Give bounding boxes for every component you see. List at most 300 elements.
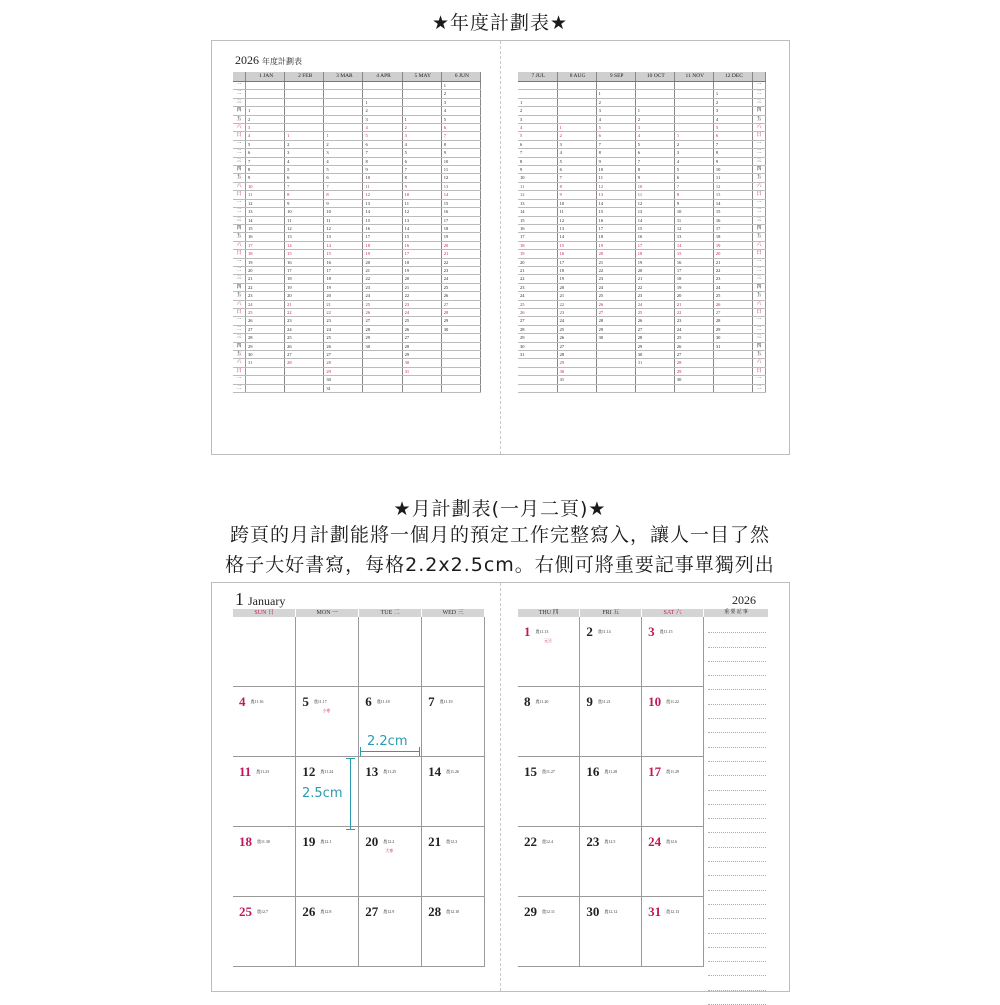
weekday-label: 六 [753,124,766,132]
note-line[interactable] [708,905,766,919]
yearly-row [233,115,481,123]
yearly-row [233,124,481,132]
yearly-day-cell [713,367,752,375]
note-line[interactable] [708,976,766,990]
weekday-col-header [753,72,766,82]
yearly-day-cell: 20 [596,250,635,258]
yearly-day-cell: 29 [441,317,480,325]
day-cell[interactable] [296,617,359,687]
yearly-day-cell: 27 [246,325,285,333]
weekday-label: 三 [233,275,246,283]
yearly-day-cell: 1 [246,107,285,115]
yearly-day-cell: 16 [363,224,402,232]
yearly-day-cell: 8 [363,157,402,165]
yearly-row [233,140,481,148]
day-cell[interactable] [518,897,580,967]
yearly-day-cell: 27 [363,317,402,325]
yearly-day-cell [635,384,674,392]
yearly-day-cell: 26 [402,325,441,333]
month-header: 4 APR [363,72,402,82]
yearly-day-cell: 7 [557,174,596,182]
yearly-day-cell: 12 [518,191,557,199]
day-cell[interactable] [518,617,580,687]
note-line[interactable] [708,619,766,633]
lunar-date: 農11.14 [597,629,611,634]
yearly-day-cell: 14 [402,224,441,232]
day-cell[interactable] [642,617,704,687]
yearly-day-cell [285,82,324,90]
weekday-label: 五 [753,115,766,123]
weekday-label: 二 [753,90,766,98]
yearly-day-cell: 8 [635,166,674,174]
yearly-day-cell [635,90,674,98]
day-cell[interactable] [422,617,485,687]
yearly-day-cell: 12 [441,174,480,182]
yearly-day-cell: 16 [324,258,363,266]
yearly-day-cell: 9 [557,191,596,199]
day-cell[interactable] [518,687,580,757]
day-cell[interactable] [422,687,485,757]
lunar-date: 農12.9 [383,909,395,914]
yearly-day-cell: 6 [441,124,480,132]
yearly-day-cell [324,107,363,115]
day-cell[interactable] [233,757,296,827]
yearly-day-cell: 6 [246,149,285,157]
yearly-day-cell [363,359,402,367]
yearly-day-cell: 10 [441,157,480,165]
yearly-day-cell: 21 [324,300,363,308]
yearly-day-cell: 21 [246,275,285,283]
yearly-day-cell: 8 [596,149,635,157]
yearly-day-cell: 13 [596,191,635,199]
week-row [518,757,704,827]
yearly-day-cell [674,115,713,123]
yearly-day-cell: 30 [402,359,441,367]
yearly-day-cell: 14 [246,216,285,224]
yearly-day-cell [285,376,324,384]
yearly-day-cell: 9 [596,157,635,165]
yearly-day-cell: 9 [713,157,752,165]
weekday-label: 二 [233,325,246,333]
day-number: 30 [586,904,600,919]
yearly-row [233,191,481,199]
day-cell[interactable] [359,897,422,967]
yearly-day-cell: 16 [518,224,557,232]
yearly-day-cell: 10 [713,166,752,174]
yearly-day-cell: 27 [402,334,441,342]
note-line[interactable] [708,962,766,976]
note-line[interactable] [708,676,766,690]
yearly-day-cell [324,90,363,98]
yearly-day-cell: 23 [674,317,713,325]
note-line[interactable] [708,648,766,662]
note-line[interactable] [708,705,766,719]
week-row [518,897,704,967]
weekday-label: 二 [753,384,766,392]
weekday-label: 三 [753,275,766,283]
height-dimension-tick-top [346,758,355,759]
week-row [233,897,485,967]
yearly-row [518,199,766,207]
yearly-day-cell: 20 [363,258,402,266]
weekday-label: 一 [233,376,246,384]
day-cell[interactable] [518,757,580,827]
note-line[interactable] [708,805,766,819]
day-cell[interactable] [642,757,704,827]
lunar-date: 農11.21 [597,699,611,704]
yearly-row [518,191,766,199]
yearly-day-cell: 5 [596,124,635,132]
yearly-row [233,317,481,325]
note-line[interactable] [708,776,766,790]
note-line[interactable] [708,662,766,676]
yearly-row [518,308,766,316]
yearly-day-cell: 27 [557,342,596,350]
yearly-day-cell: 17 [363,233,402,241]
day-cell[interactable] [642,897,704,967]
yearly-day-cell: 6 [674,174,713,182]
yearly-day-cell: 18 [441,224,480,232]
lunar-date: 農11.17 [313,699,327,704]
day-cell[interactable] [422,897,485,967]
yearly-day-cell: 18 [713,233,752,241]
weekday-label: 日 [753,191,766,199]
yearly-day-cell: 19 [713,241,752,249]
yearly-day-cell: 20 [441,241,480,249]
note-line[interactable] [708,934,766,948]
note-line[interactable] [708,719,766,733]
yearly-row [233,384,481,392]
yearly-day-cell [402,376,441,384]
yearly-day-cell: 25 [246,308,285,316]
yearly-day-cell [635,82,674,90]
day-cell[interactable] [580,897,642,967]
note-line[interactable] [708,819,766,833]
yearly-day-cell [713,384,752,392]
yearly-day-cell [246,367,285,375]
weekday-header-row [518,609,704,617]
yearly-day-cell: 26 [324,342,363,350]
yearly-day-cell: 30 [674,376,713,384]
yearly-table-left [233,72,481,393]
yearly-day-cell: 24 [285,325,324,333]
yearly-row [233,351,481,359]
day-cell[interactable] [296,827,359,897]
yearly-day-cell: 17 [674,266,713,274]
yearly-day-cell: 29 [324,367,363,375]
month-header: 8 AUG [557,72,596,82]
yearly-day-cell: 30 [518,342,557,350]
weekday-label: 日 [233,132,246,140]
yearly-row [518,292,766,300]
yearly-row [518,233,766,241]
day-number: 7 [428,694,435,709]
monthly-planner-spread [211,582,790,992]
width-dimension-tick-right [419,747,420,756]
yearly-day-cell: 11 [713,174,752,182]
yearly-row [518,90,766,98]
yearly-row [233,166,481,174]
yearly-day-cell: 2 [441,90,480,98]
lunar-date: 農12.1 [320,839,332,844]
day-cell[interactable] [233,687,296,757]
note-line[interactable] [708,876,766,890]
solar-term: 小寒 [322,708,331,713]
yearly-day-cell [363,384,402,392]
yearly-row [233,241,481,249]
weekday-label: 二 [753,149,766,157]
yearly-day-cell: 22 [713,266,752,274]
yearly-row [233,208,481,216]
yearly-day-cell [596,82,635,90]
day-number: 26 [302,904,316,919]
day-cell[interactable] [580,617,642,687]
yearly-day-cell: 7 [596,140,635,148]
month-header: 6 JUN [441,72,480,82]
yearly-day-cell [363,351,402,359]
yearly-day-cell: 2 [363,107,402,115]
yearly-day-cell [518,376,557,384]
yearly-day-cell: 11 [557,208,596,216]
note-line[interactable] [708,891,766,905]
yearly-row [233,359,481,367]
yearly-day-cell: 13 [246,208,285,216]
yearly-day-cell: 28 [324,359,363,367]
yearly-day-cell: 13 [324,233,363,241]
day-cell[interactable] [642,687,704,757]
yearly-day-cell [402,98,441,106]
weekday-header: SUN 日 [233,609,296,617]
yearly-row [233,308,481,316]
yearly-day-cell: 11 [324,216,363,224]
yearly-day-cell: 15 [557,241,596,249]
yearly-day-cell: 14 [635,216,674,224]
weekday-label: 一 [753,317,766,325]
day-number: 14 [428,764,442,779]
note-line[interactable] [708,991,766,1005]
yearly-day-cell: 3 [363,115,402,123]
weekday-label: 日 [233,367,246,375]
yearly-day-cell: 23 [285,317,324,325]
yearly-day-cell: 28 [713,317,752,325]
yearly-day-cell: 19 [441,233,480,241]
day-cell[interactable] [359,827,422,897]
lunar-date: 農12.3 [446,839,458,844]
yearly-day-cell: 26 [518,308,557,316]
day-cell[interactable] [296,687,359,757]
weekday-label: 一 [233,82,246,90]
weekday-label: 三 [233,98,246,106]
yearly-day-cell [713,351,752,359]
weekday-label: 二 [753,325,766,333]
yearly-day-cell: 6 [713,132,752,140]
weekday-label: 四 [753,224,766,232]
yearly-day-cell: 9 [674,199,713,207]
note-line[interactable] [708,919,766,933]
yearly-row [518,149,766,157]
yearly-day-cell: 16 [713,216,752,224]
yearly-day-cell: 11 [635,191,674,199]
yearly-day-cell: 5 [674,166,713,174]
yearly-row [233,82,481,90]
lunar-date: 農12.12 [604,909,618,914]
yearly-day-cell: 17 [557,258,596,266]
yearly-day-cell [402,384,441,392]
yearly-day-cell: 2 [324,140,363,148]
month-number: 1 [235,589,244,609]
yearly-row [233,367,481,375]
solar-term: 大寒 [385,848,394,853]
note-line[interactable] [708,848,766,862]
day-cell[interactable] [580,827,642,897]
yearly-day-cell: 4 [557,149,596,157]
yearly-day-cell: 26 [363,308,402,316]
yearly-day-cell: 31 [402,367,441,375]
weekday-header: MON 一 [296,609,359,617]
yearly-day-cell: 12 [246,199,285,207]
yearly-day-cell: 26 [713,300,752,308]
yearly-day-cell: 17 [518,233,557,241]
yearly-day-cell: 22 [518,275,557,283]
yearly-day-cell: 27 [635,325,674,333]
weekday-label: 四 [233,166,246,174]
yearly-day-cell: 16 [402,241,441,249]
note-line[interactable] [708,733,766,747]
weekday-label: 三 [753,334,766,342]
day-cell[interactable] [359,757,422,827]
note-line[interactable] [708,690,766,704]
note-line[interactable] [708,862,766,876]
yearly-day-cell: 20 [713,250,752,258]
lunar-date: 農11.13 [535,629,549,634]
day-cell[interactable] [422,757,485,827]
yearly-day-cell: 9 [402,182,441,190]
yearly-row [233,283,481,291]
yearly-day-cell: 31 [713,342,752,350]
note-line[interactable] [708,948,766,962]
yearly-day-cell [363,367,402,375]
yearly-day-cell: 13 [285,233,324,241]
day-cell[interactable] [296,897,359,967]
day-cell[interactable] [233,827,296,897]
lunar-date: 農11.26 [446,769,459,774]
yearly-day-cell: 10 [402,191,441,199]
yearly-day-cell: 22 [285,308,324,316]
yearly-row [518,250,766,258]
yearly-day-cell: 21 [285,300,324,308]
notes-header: 重 要 記 事 [704,609,768,617]
day-cell[interactable] [518,827,580,897]
yearly-day-cell [402,82,441,90]
day-cell[interactable] [359,617,422,687]
yearly-day-cell: 1 [518,98,557,106]
weekday-label: 五 [233,292,246,300]
day-number: 10 [648,694,662,709]
yearly-day-cell: 5 [713,124,752,132]
yearly-day-cell: 23 [441,266,480,274]
week-row [233,617,485,687]
yearly-day-cell: 18 [557,266,596,274]
yearly-day-cell: 5 [402,149,441,157]
yearly-day-cell [674,98,713,106]
yearly-day-cell: 20 [324,292,363,300]
yearly-day-cell: 30 [596,334,635,342]
yearly-day-cell: 26 [674,342,713,350]
yearly-day-cell: 26 [285,342,324,350]
note-line[interactable] [708,762,766,776]
yearly-day-cell: 10 [363,174,402,182]
day-cell[interactable] [580,757,642,827]
important-notes-lines [708,619,766,1005]
lunar-date: 農11.27 [542,769,555,774]
weekday-label: 五 [753,174,766,182]
yearly-day-cell: 24 [674,325,713,333]
day-cell[interactable] [580,687,642,757]
yearly-planner-heading [235,53,302,68]
weekday-label: 六 [233,124,246,132]
weekday-label: 一 [233,317,246,325]
yearly-day-cell: 17 [441,216,480,224]
weekday-header-row [233,609,485,617]
note-line[interactable] [708,748,766,762]
yearly-day-cell: 10 [674,208,713,216]
day-cell[interactable] [642,827,704,897]
week-row [518,687,704,757]
yearly-day-cell [674,82,713,90]
yearly-day-cell: 18 [518,241,557,249]
day-number: 3 [648,624,655,639]
yearly-day-cell: 22 [596,266,635,274]
yearly-row [233,224,481,232]
lunar-date: 農11.23 [256,769,270,774]
day-cell[interactable] [422,827,485,897]
day-cell[interactable] [233,617,296,687]
yearly-day-cell: 7 [324,182,363,190]
solar-term: 元旦 [544,638,552,643]
note-line[interactable] [708,833,766,847]
yearly-day-cell: 14 [324,241,363,249]
weekday-label: 三 [753,216,766,224]
yearly-day-cell: 5 [324,166,363,174]
yearly-row [233,199,481,207]
yearly-day-cell: 11 [441,166,480,174]
yearly-day-cell: 21 [596,258,635,266]
weekday-label: 四 [753,166,766,174]
day-number: 5 [302,694,309,709]
note-line[interactable] [708,633,766,647]
note-line[interactable] [708,791,766,805]
yearly-day-cell: 28 [246,334,285,342]
yearly-day-cell: 3 [285,149,324,157]
month-header: 1 JAN [246,72,285,82]
yearly-day-cell [324,98,363,106]
yearly-day-cell: 16 [635,233,674,241]
yearly-day-cell: 20 [674,292,713,300]
yearly-day-cell: 18 [635,250,674,258]
day-number: 8 [524,694,531,709]
yearly-day-cell: 3 [713,107,752,115]
yearly-day-cell: 24 [557,317,596,325]
weekday-label: 日 [233,191,246,199]
yearly-row [233,149,481,157]
weekday-label: 五 [753,351,766,359]
yearly-day-cell: 22 [402,292,441,300]
day-number: 31 [648,904,662,919]
yearly-day-cell: 21 [674,300,713,308]
day-cell[interactable] [233,897,296,967]
month-header: 9 SEP [596,72,635,82]
yearly-day-cell [713,376,752,384]
